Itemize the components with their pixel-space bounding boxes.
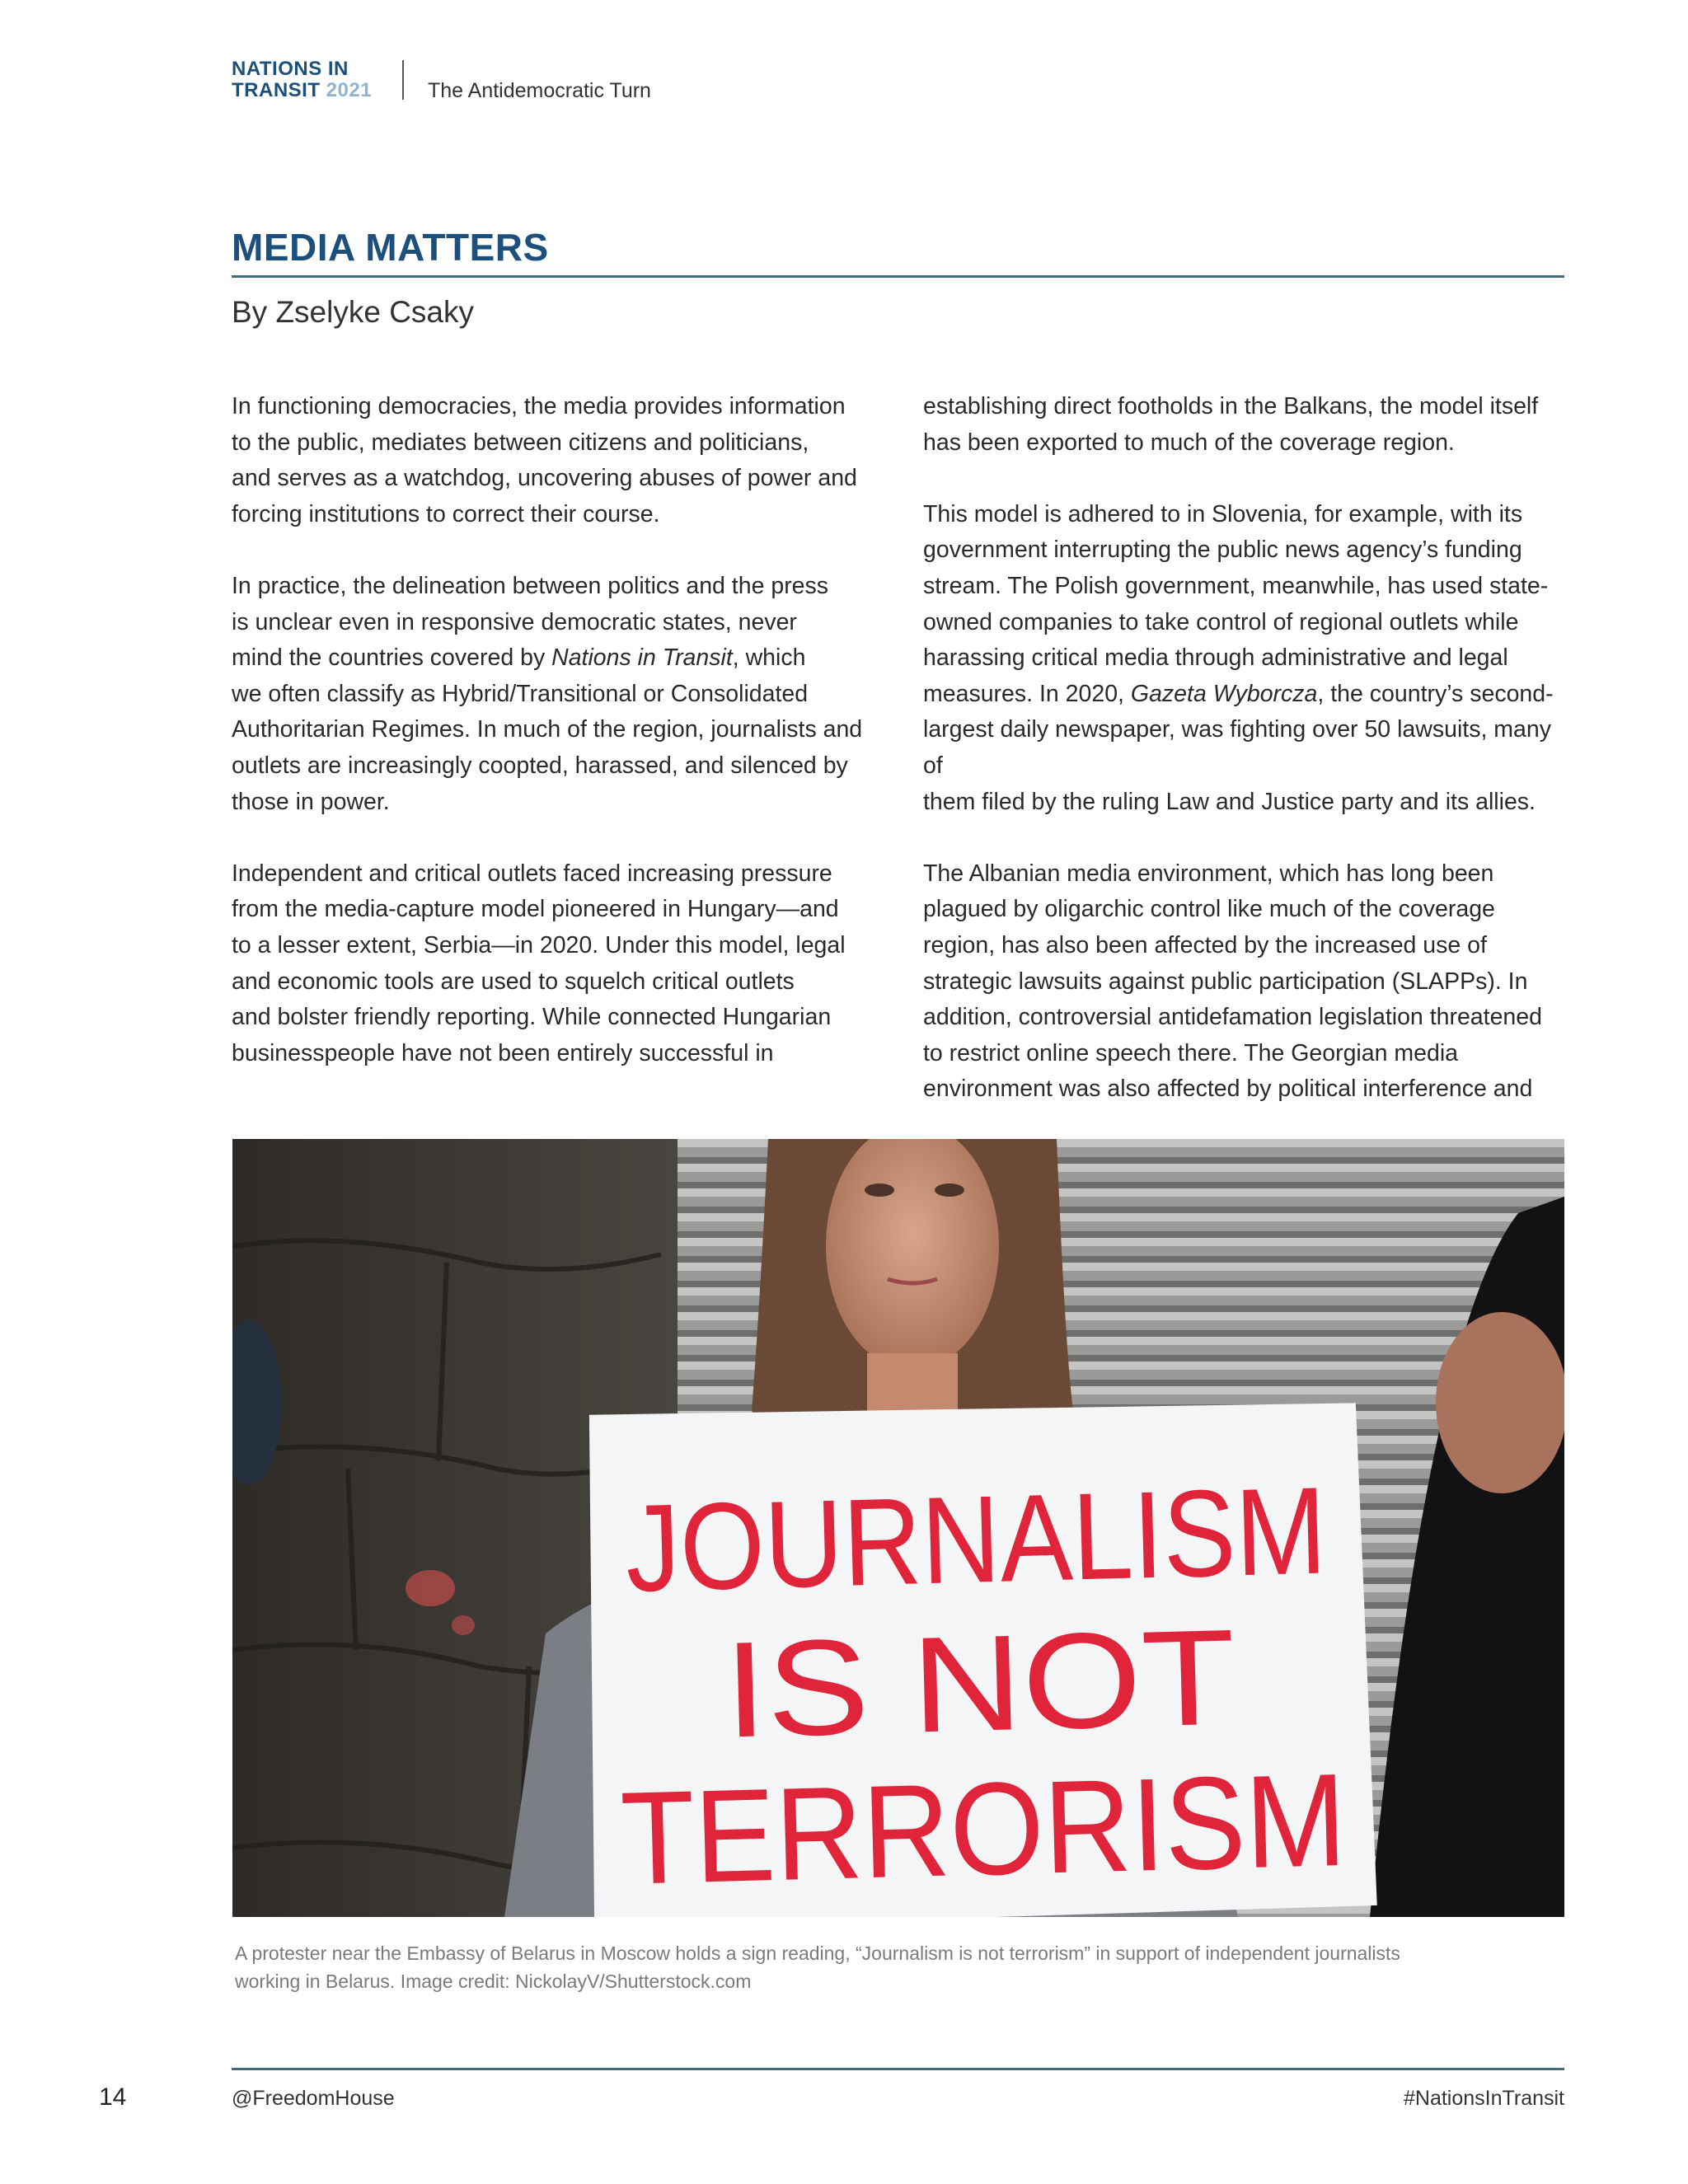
photo-illustration [232, 1139, 1564, 1917]
publication-name: Nations in Transit [551, 644, 733, 672]
brand-line-2 [232, 80, 372, 101]
title-rule [232, 275, 1564, 278]
brand-line-1: NATIONS IN [232, 58, 349, 80]
social-handle: @FreedomHouse [232, 2087, 395, 2110]
footer-rule [232, 2068, 1564, 2070]
paragraph: Independent and critical outlets faced increasing pressure from the media-capture model pioneered in Hungary—and to a lesser extent, Serbia—in 2020. Under this model, legal and economic tools are used to squelch critical outlets and bolster friendly reporting. While connected Hungarian businesspeople have not been entirely successful in [232, 860, 846, 1066]
hashtag: #NationsInTransit [1404, 2087, 1564, 2110]
paragraph-text: In practice, the delineation between politics and the press is unclear even in responsive democratic states, never mind the countries covered by [232, 572, 829, 672]
protest-sign [581, 1394, 1424, 1917]
newspaper-name: Gazeta Wyborcza [1130, 680, 1318, 707]
paragraph: In functioning democracies, the media provides information to the public, mediates between citizens and politicians, and serves as a watchdog, uncovering abuses of power and forcing institutions to correct their course. [232, 393, 857, 527]
paragraph-text: , which we often classify as Hybrid/Transitional or Consolidated Authoritarian Regimes. In much of the region, journalists and outlets are increasingly coopted, harassed, and silenced by those in power. [232, 644, 863, 815]
publication-brand [232, 59, 372, 101]
paragraph [232, 569, 874, 820]
paragraph-text: , the country’s second- largest daily newspaper, was fighting over 50 lawsuits, many of them filed by the ruling Law and Justice party and its allies. [923, 680, 1554, 815]
header-divider [402, 60, 404, 100]
article-title: MEDIA MATTERS [232, 226, 549, 269]
sign-line-2: IS NOT [722, 1602, 1179, 1766]
text-column-right [923, 389, 1566, 1143]
protest-photo [232, 1139, 1564, 1917]
paragraph-text: This model is adhered to in Slovenia, for example, with its government interrupting the public news agency’s funding stream. The Polish government, meanwhile, has used state- owned companies to take control of regional outlets while harassing critical media through administrative and legal measures. In 2020, [923, 500, 1549, 707]
right-hand [1436, 1312, 1564, 1493]
brand-year: 2021 [326, 79, 373, 101]
photo-caption: A protester near the Embassy of Belarus in Moscow holds a sign reading, “Journalism is not terrorism” in support of independent journalists working in Belarus. Image credit: NickolayV/Shutterstock.com [235, 1943, 1400, 1992]
paragraph [923, 497, 1566, 820]
article-byline: By Zselyke Csaky [232, 295, 475, 329]
text-column-left [232, 389, 874, 1108]
paragraph: establishing direct footholds in the Balkans, the model itself has been exported to much of the coverage region. [923, 393, 1539, 456]
brand-transit: TRANSIT [232, 79, 321, 101]
sign-line-1: JOURNALISM [623, 1458, 1424, 1618]
paragraph: The Albanian media environment, which has long been plagued by oligarchic control like much of the coverage region, has also been affected by the increased use of strategic lawsuits against public participation (SLAPPs). In addition, controversial antidefamation legislation threatened to restrict online speech there. The Georgian media environment was also affected by political interference and [923, 860, 1542, 1103]
section-title: The Antidemocratic Turn [428, 79, 651, 102]
page-number: 14 [99, 2083, 127, 2111]
sign-line-3: TERRORISM [618, 1743, 1414, 1912]
